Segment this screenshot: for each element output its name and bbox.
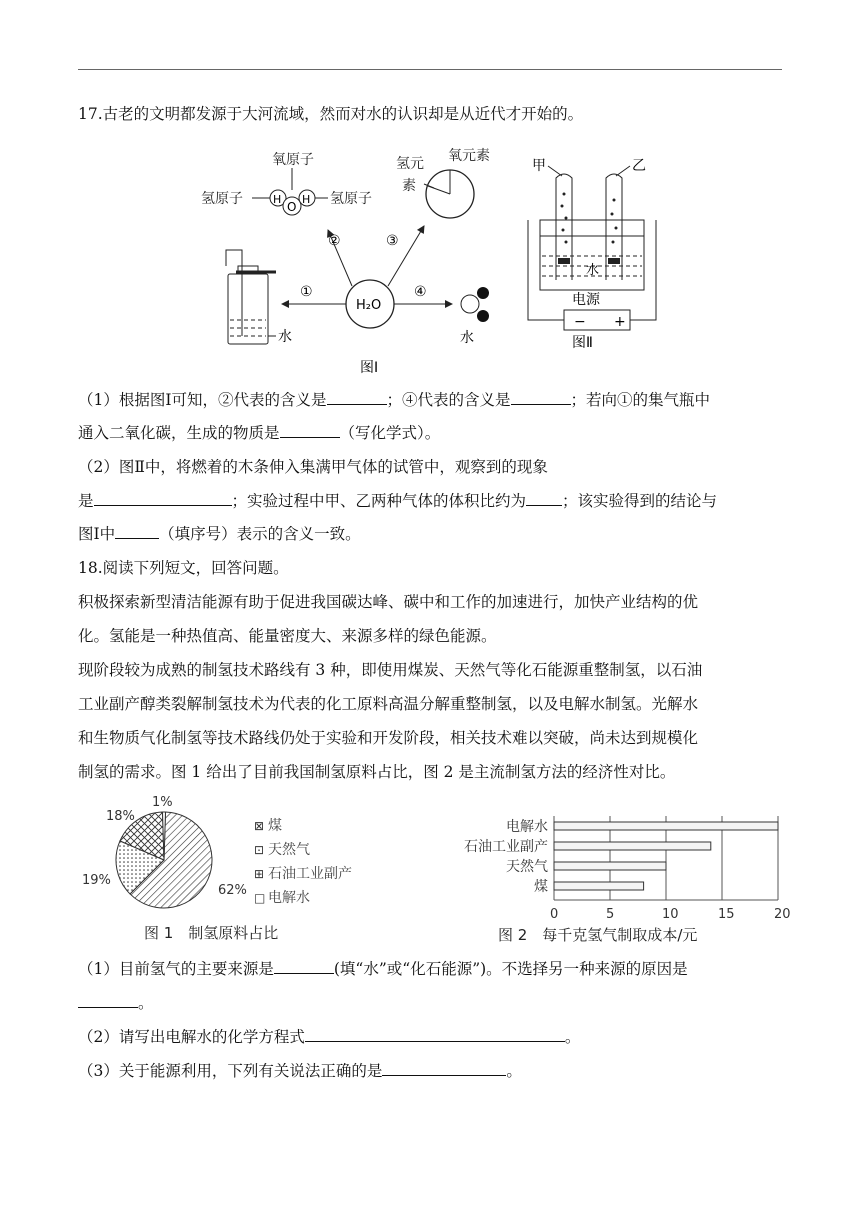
legend-marker: ⊠ bbox=[254, 819, 265, 833]
bar bbox=[554, 822, 778, 830]
q18-part2: （2）请写出电解水的化学方程式 。 bbox=[78, 1028, 581, 1046]
q18-para-line: 积极探索新型清洁能源有助于促进我国碳达峰、碳中和工作的加速进行，加快产业结构的优 bbox=[78, 593, 699, 611]
bar bbox=[554, 842, 711, 850]
hydrogen-atom-label-right: 氢原子 bbox=[330, 191, 372, 207]
pie-value-label: 18% bbox=[106, 809, 135, 824]
svg-text:③: ③ bbox=[386, 233, 399, 249]
bar bbox=[554, 882, 644, 890]
svg-text:氢元: 氢元 bbox=[396, 156, 424, 172]
pie-value-label: 62% bbox=[218, 883, 247, 898]
chart-caption: 图 1 制氢原料占比 bbox=[144, 924, 279, 942]
legend-marker: □ bbox=[254, 891, 266, 905]
answer-blank[interactable] bbox=[526, 490, 562, 506]
svg-text:水: 水 bbox=[278, 329, 292, 345]
q18-part1-line2: 。 bbox=[78, 992, 154, 1014]
svg-text:水: 水 bbox=[460, 330, 474, 346]
answer-blank[interactable] bbox=[94, 490, 232, 506]
svg-text:素: 素 bbox=[402, 178, 416, 194]
q17-part1-line2: 通入二氧化碳，生成的物质是 （写化学式）。 bbox=[78, 424, 441, 442]
svg-text:H: H bbox=[302, 193, 311, 206]
svg-text:H: H bbox=[273, 193, 282, 206]
q18-para-line: 现阶段较为成熟的制氢技术路线有 3 种，即使用煤炭、天然气等化石能源重整制氢，以石油 bbox=[78, 661, 703, 679]
answer-blank[interactable] bbox=[511, 389, 571, 405]
answer-blank[interactable] bbox=[78, 992, 138, 1008]
category-label: 电解水 bbox=[506, 819, 548, 835]
answer-blank[interactable] bbox=[305, 1026, 565, 1042]
answer-blank[interactable] bbox=[382, 1060, 506, 1076]
q17-intro: 17.古老的文明都发源于大河流域，然而对水的认识却是从近代才开始的。 bbox=[78, 105, 584, 123]
svg-text:−: − bbox=[574, 314, 586, 330]
gas-bottle bbox=[226, 250, 276, 344]
q18-para-line: 和生物质气化制氢等技术路线仍处于实验和开发阶段，相关技术难以突破，尚未达到规模化 bbox=[78, 729, 699, 747]
q18-para-line: 工业副产醇类裂解制氢技术为代表的化工原料高温分解重整制氢，以及电解水制氢。光解水 bbox=[78, 695, 699, 713]
legend-label: 天然气 bbox=[268, 842, 310, 858]
category-label: 煤 bbox=[534, 879, 548, 895]
svg-text:电源: 电源 bbox=[572, 292, 600, 308]
answer-blank[interactable] bbox=[327, 389, 387, 405]
category-label: 石油工业副产 bbox=[464, 839, 548, 855]
legend-marker: ⊞ bbox=[254, 867, 265, 881]
figure-1-water-diagram bbox=[196, 140, 508, 380]
figure-2-caption: 图Ⅱ bbox=[572, 335, 593, 350]
svg-text:+: + bbox=[614, 314, 626, 330]
svg-text:甲: 甲 bbox=[532, 158, 546, 174]
x-tick-label: 0 bbox=[550, 907, 559, 922]
svg-text:水: 水 bbox=[586, 263, 600, 278]
q17-part2-line1: （2）图Ⅱ中，将燃着的木条伸入集满甲气体的试管中，观察到的现象 bbox=[78, 458, 548, 476]
oxygen-atom-label: 氧原子 bbox=[272, 152, 314, 168]
svg-text:O: O bbox=[287, 200, 297, 214]
q18-part1-line1: （1）目前氢气的主要来源是 (填“水”或“化石能源”)。不选择另一种来源的原因是 bbox=[78, 960, 688, 978]
answer-blank[interactable] bbox=[274, 958, 334, 974]
q18-para-line: 化。氢能是一种热值高、能量密度大、来源多样的绿色能源。 bbox=[78, 627, 497, 645]
category-label: 天然气 bbox=[506, 859, 548, 875]
svg-text:④: ④ bbox=[414, 284, 427, 300]
x-tick-label: 20 bbox=[774, 907, 791, 922]
legend-label: 煤 bbox=[268, 818, 282, 834]
q18-para-line: 制氢的需求。图 1 给出了目前我国制氢原料占比，图 2 是主流制氢方法的经济性对比。 bbox=[78, 763, 676, 781]
legend-marker: ⊡ bbox=[254, 843, 265, 857]
header-rule bbox=[78, 69, 782, 70]
oxygen-element-label: 氧元素 bbox=[448, 148, 490, 164]
hydrogen-atom-label-left: 氢原子 bbox=[201, 191, 243, 207]
pie-value-label: 19% bbox=[82, 873, 111, 888]
figure-1-caption: 图Ⅰ bbox=[360, 360, 379, 376]
figure-2-electrolysis bbox=[520, 150, 664, 350]
answer-blank[interactable] bbox=[280, 422, 340, 438]
q17-part2-line2: 是 ；实验过程中甲、乙两种气体的体积比约为 ；该实验得到的结论与 bbox=[78, 492, 718, 510]
bar-chart-figure-2 bbox=[440, 806, 800, 950]
legend-label: 电解水 bbox=[268, 890, 310, 906]
q17-part1-line1: （1）根据图Ⅰ可知，②代表的含义是 ；④代表的含义是 ；若向①的集气瓶中 bbox=[78, 391, 711, 409]
pie-value-label: 1% bbox=[152, 795, 173, 810]
x-tick-label: 5 bbox=[606, 907, 615, 922]
x-tick-label: 15 bbox=[718, 907, 735, 922]
svg-text:②: ② bbox=[328, 233, 341, 249]
bar bbox=[554, 862, 666, 870]
legend-label: 石油工业副产 bbox=[268, 866, 352, 882]
q18-intro: 18.阅读下列短文，回答问题。 bbox=[78, 559, 289, 577]
pie-chart-figure-1 bbox=[78, 792, 388, 950]
chart-caption: 图 2 每千克氢气制取成本/元 bbox=[498, 926, 698, 944]
answer-blank[interactable] bbox=[115, 523, 159, 539]
q17-part2-line3: 图Ⅰ中 （填序号）表示的含义一致。 bbox=[78, 525, 361, 543]
svg-text:①: ① bbox=[300, 284, 313, 300]
svg-text:H₂O: H₂O bbox=[356, 298, 382, 313]
q18-part3: （3）关于能源利用，下列有关说法正确的是 。 bbox=[78, 1062, 522, 1080]
svg-text:乙: 乙 bbox=[632, 158, 646, 174]
x-tick-label: 10 bbox=[662, 907, 679, 922]
